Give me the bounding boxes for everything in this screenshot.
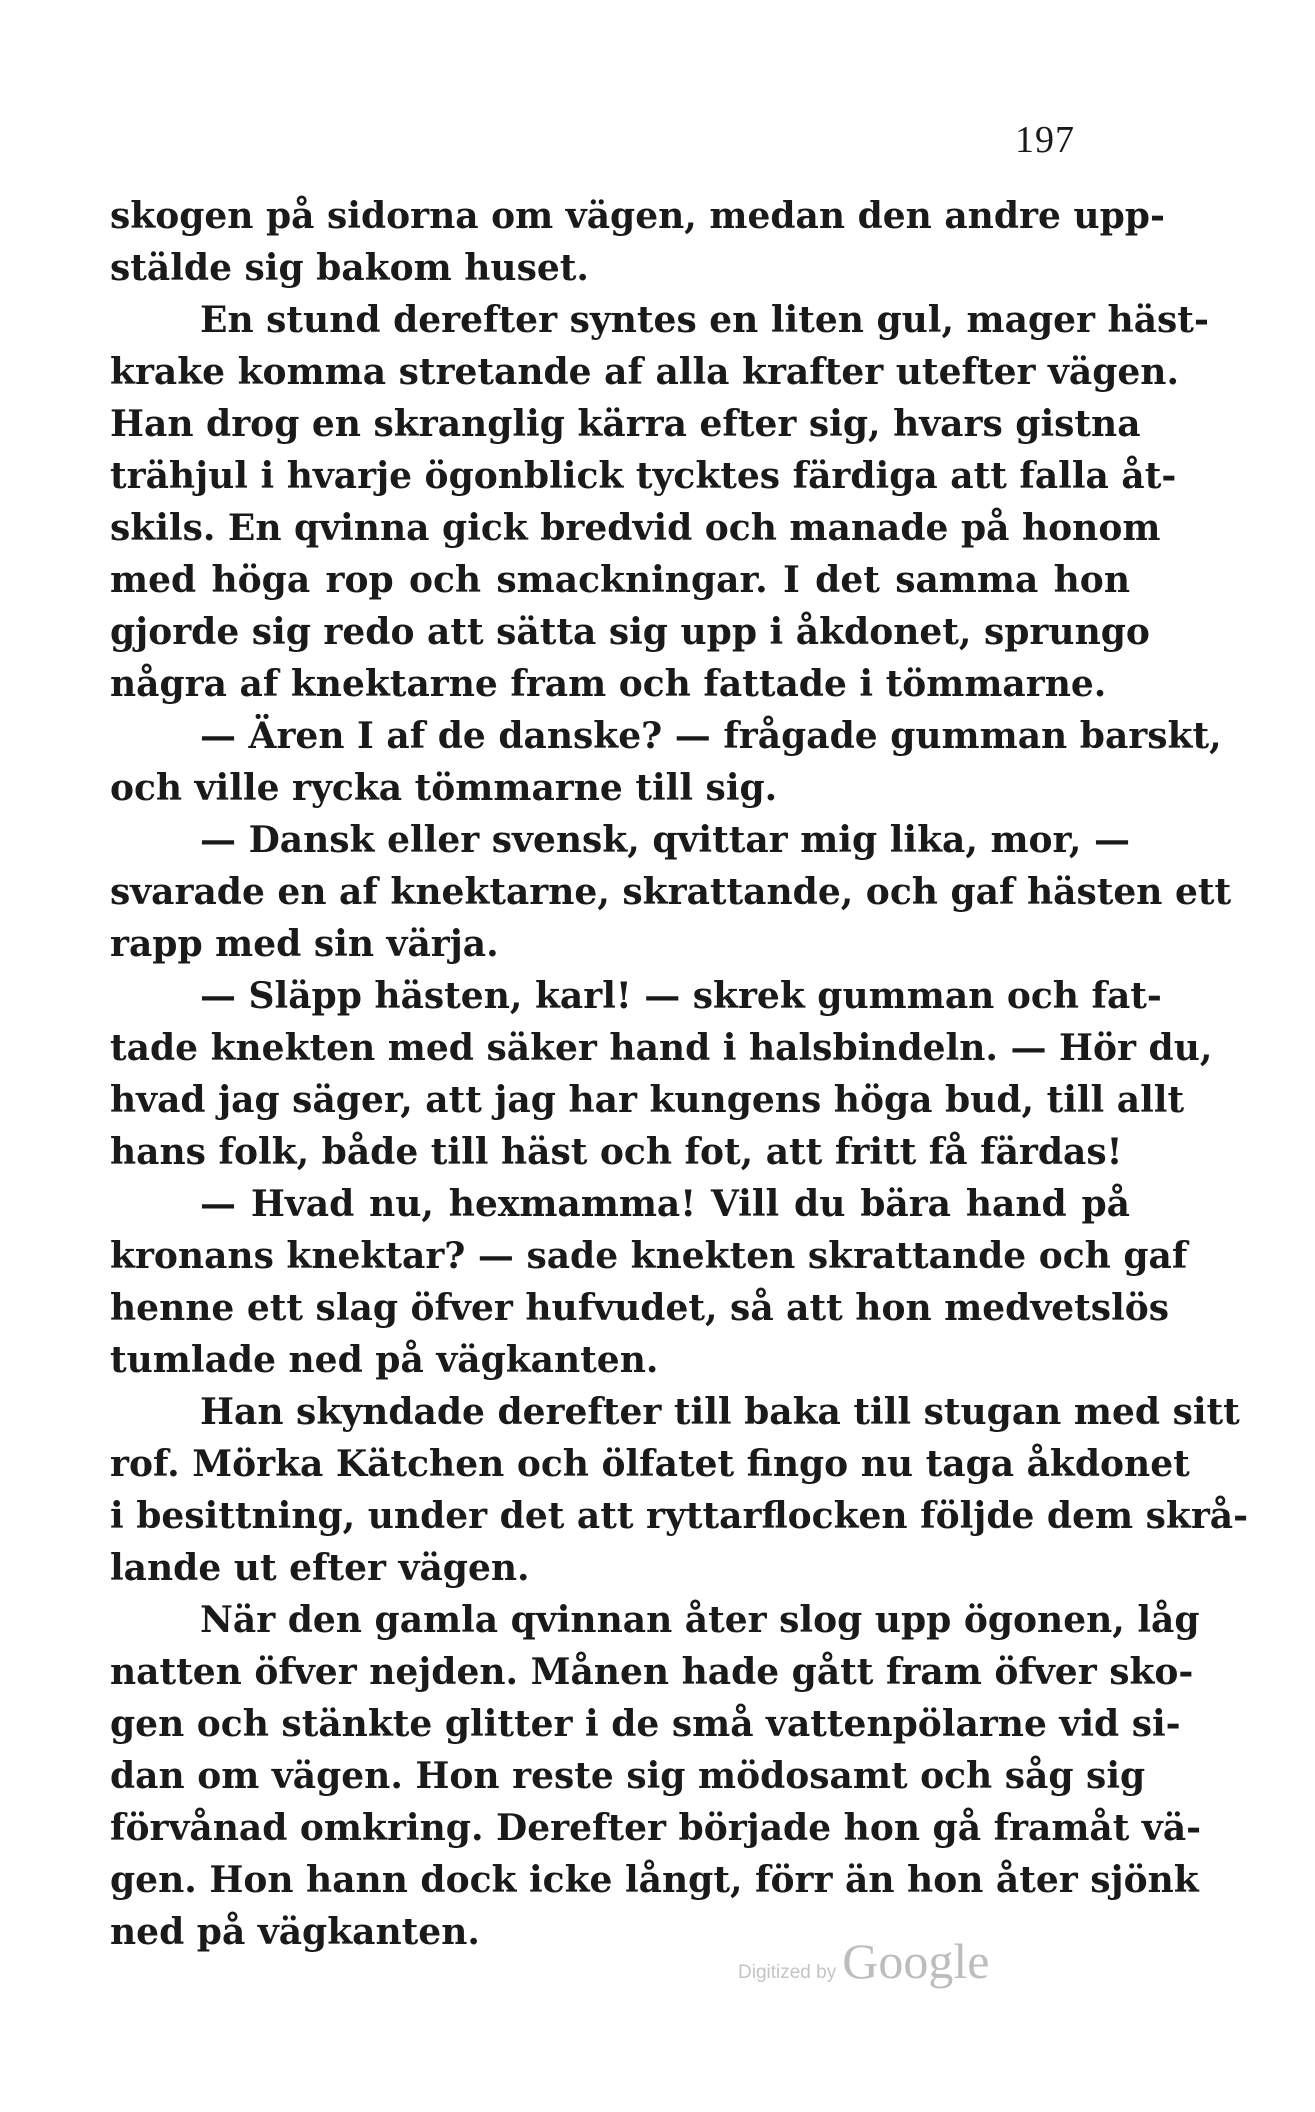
text-line: hans folk, både till häst och fot, att fritt få färdas! [110, 1131, 1123, 1173]
text-line: När den gamla qvinnan åter slog upp ögonen, låg [200, 1599, 1200, 1641]
text-line: — Ären I af de danske? — frågade gumman barskt, [200, 715, 1222, 757]
digitization-watermark [738, 1932, 989, 1990]
text-line: med höga rop och smackningar. I det samma hon [110, 559, 1130, 601]
text-line: trähjul i hvarje ögonblick tycktes färdiga att falla åt- [110, 455, 1177, 497]
text-line: några af knektarne fram och fattade i tömmarne. [110, 663, 1107, 705]
text-line: gen. Hon hann dock icke långt, förr än hon åter sjönk [110, 1859, 1199, 1901]
google-logo: Google [842, 1933, 990, 1989]
text-line: hvad jag säger, att jag har kungens höga bud, till allt [110, 1079, 1185, 1121]
text-line: dan om vägen. Hon reste sig mödosamt och såg sig [110, 1755, 1146, 1797]
watermark-prefix: Digitized by [738, 1962, 837, 1983]
text-line: tade knekten med säker hand i halsbindeln. — Hör du, [110, 1027, 1213, 1069]
text-line: i besittning, under det att ryttarflocken följde dem skrå- [110, 1495, 1249, 1537]
text-line: gjorde sig redo att sätta sig upp i åkdonet, sprungo [110, 611, 1150, 653]
text-line: lande ut efter vägen. [110, 1547, 530, 1589]
text-line: och ville rycka tömmarne till sig. [110, 767, 778, 809]
text-line: förvånad omkring. Derefter började hon gå framåt vä- [110, 1807, 1202, 1849]
text-line: rof. Mörka Kätchen och ölfatet fingo nu taga åkdonet [110, 1443, 1190, 1485]
text-line: henne ett slag öfver hufvudet, så att hon medvetslös [110, 1287, 1170, 1329]
text-line: krake komma stretande af alla krafter utefter vägen. [110, 351, 1180, 393]
text-line: — Släpp hästen, karl! — skrek gumman och fat- [200, 975, 1162, 1017]
text-line: svarade en af knektarne, skrattande, och gaf hästen ett [110, 871, 1232, 913]
text-line: — Dansk eller svensk, qvittar mig lika, mor, — [200, 819, 1130, 861]
text-line: Han skyndade derefter till baka till stugan med sitt [200, 1391, 1240, 1433]
text-line: Han drog en skranglig kärra efter sig, hvars gistna [110, 403, 1141, 445]
text-line: — Hvad nu, hexmamma! Vill du bära hand på [200, 1183, 1130, 1225]
text-line: rapp med sin värja. [110, 923, 499, 965]
page-number: 197 [1015, 119, 1075, 161]
text-line: kronans knektar? — sade knekten skrattande och gaf [110, 1235, 1188, 1277]
text-line: skils. En qvinna gick bredvid och manade på honom [110, 507, 1161, 549]
text-line: En stund derefter syntes en liten gul, mager häst- [200, 299, 1209, 341]
text-line: skogen på sidorna om vägen, medan den andre upp- [110, 195, 1165, 237]
text-line: stälde sig bakom huset. [110, 247, 589, 289]
text-line: ned på vägkanten. [110, 1911, 480, 1953]
text-line: natten öfver nejden. Månen hade gått fram öfver sko- [110, 1651, 1194, 1693]
text-line: gen och stänkte glitter i de små vattenpölarne vid si- [110, 1703, 1181, 1745]
body-text [110, 190, 1249, 1958]
text-line: tumlade ned på vägkanten. [110, 1339, 659, 1381]
